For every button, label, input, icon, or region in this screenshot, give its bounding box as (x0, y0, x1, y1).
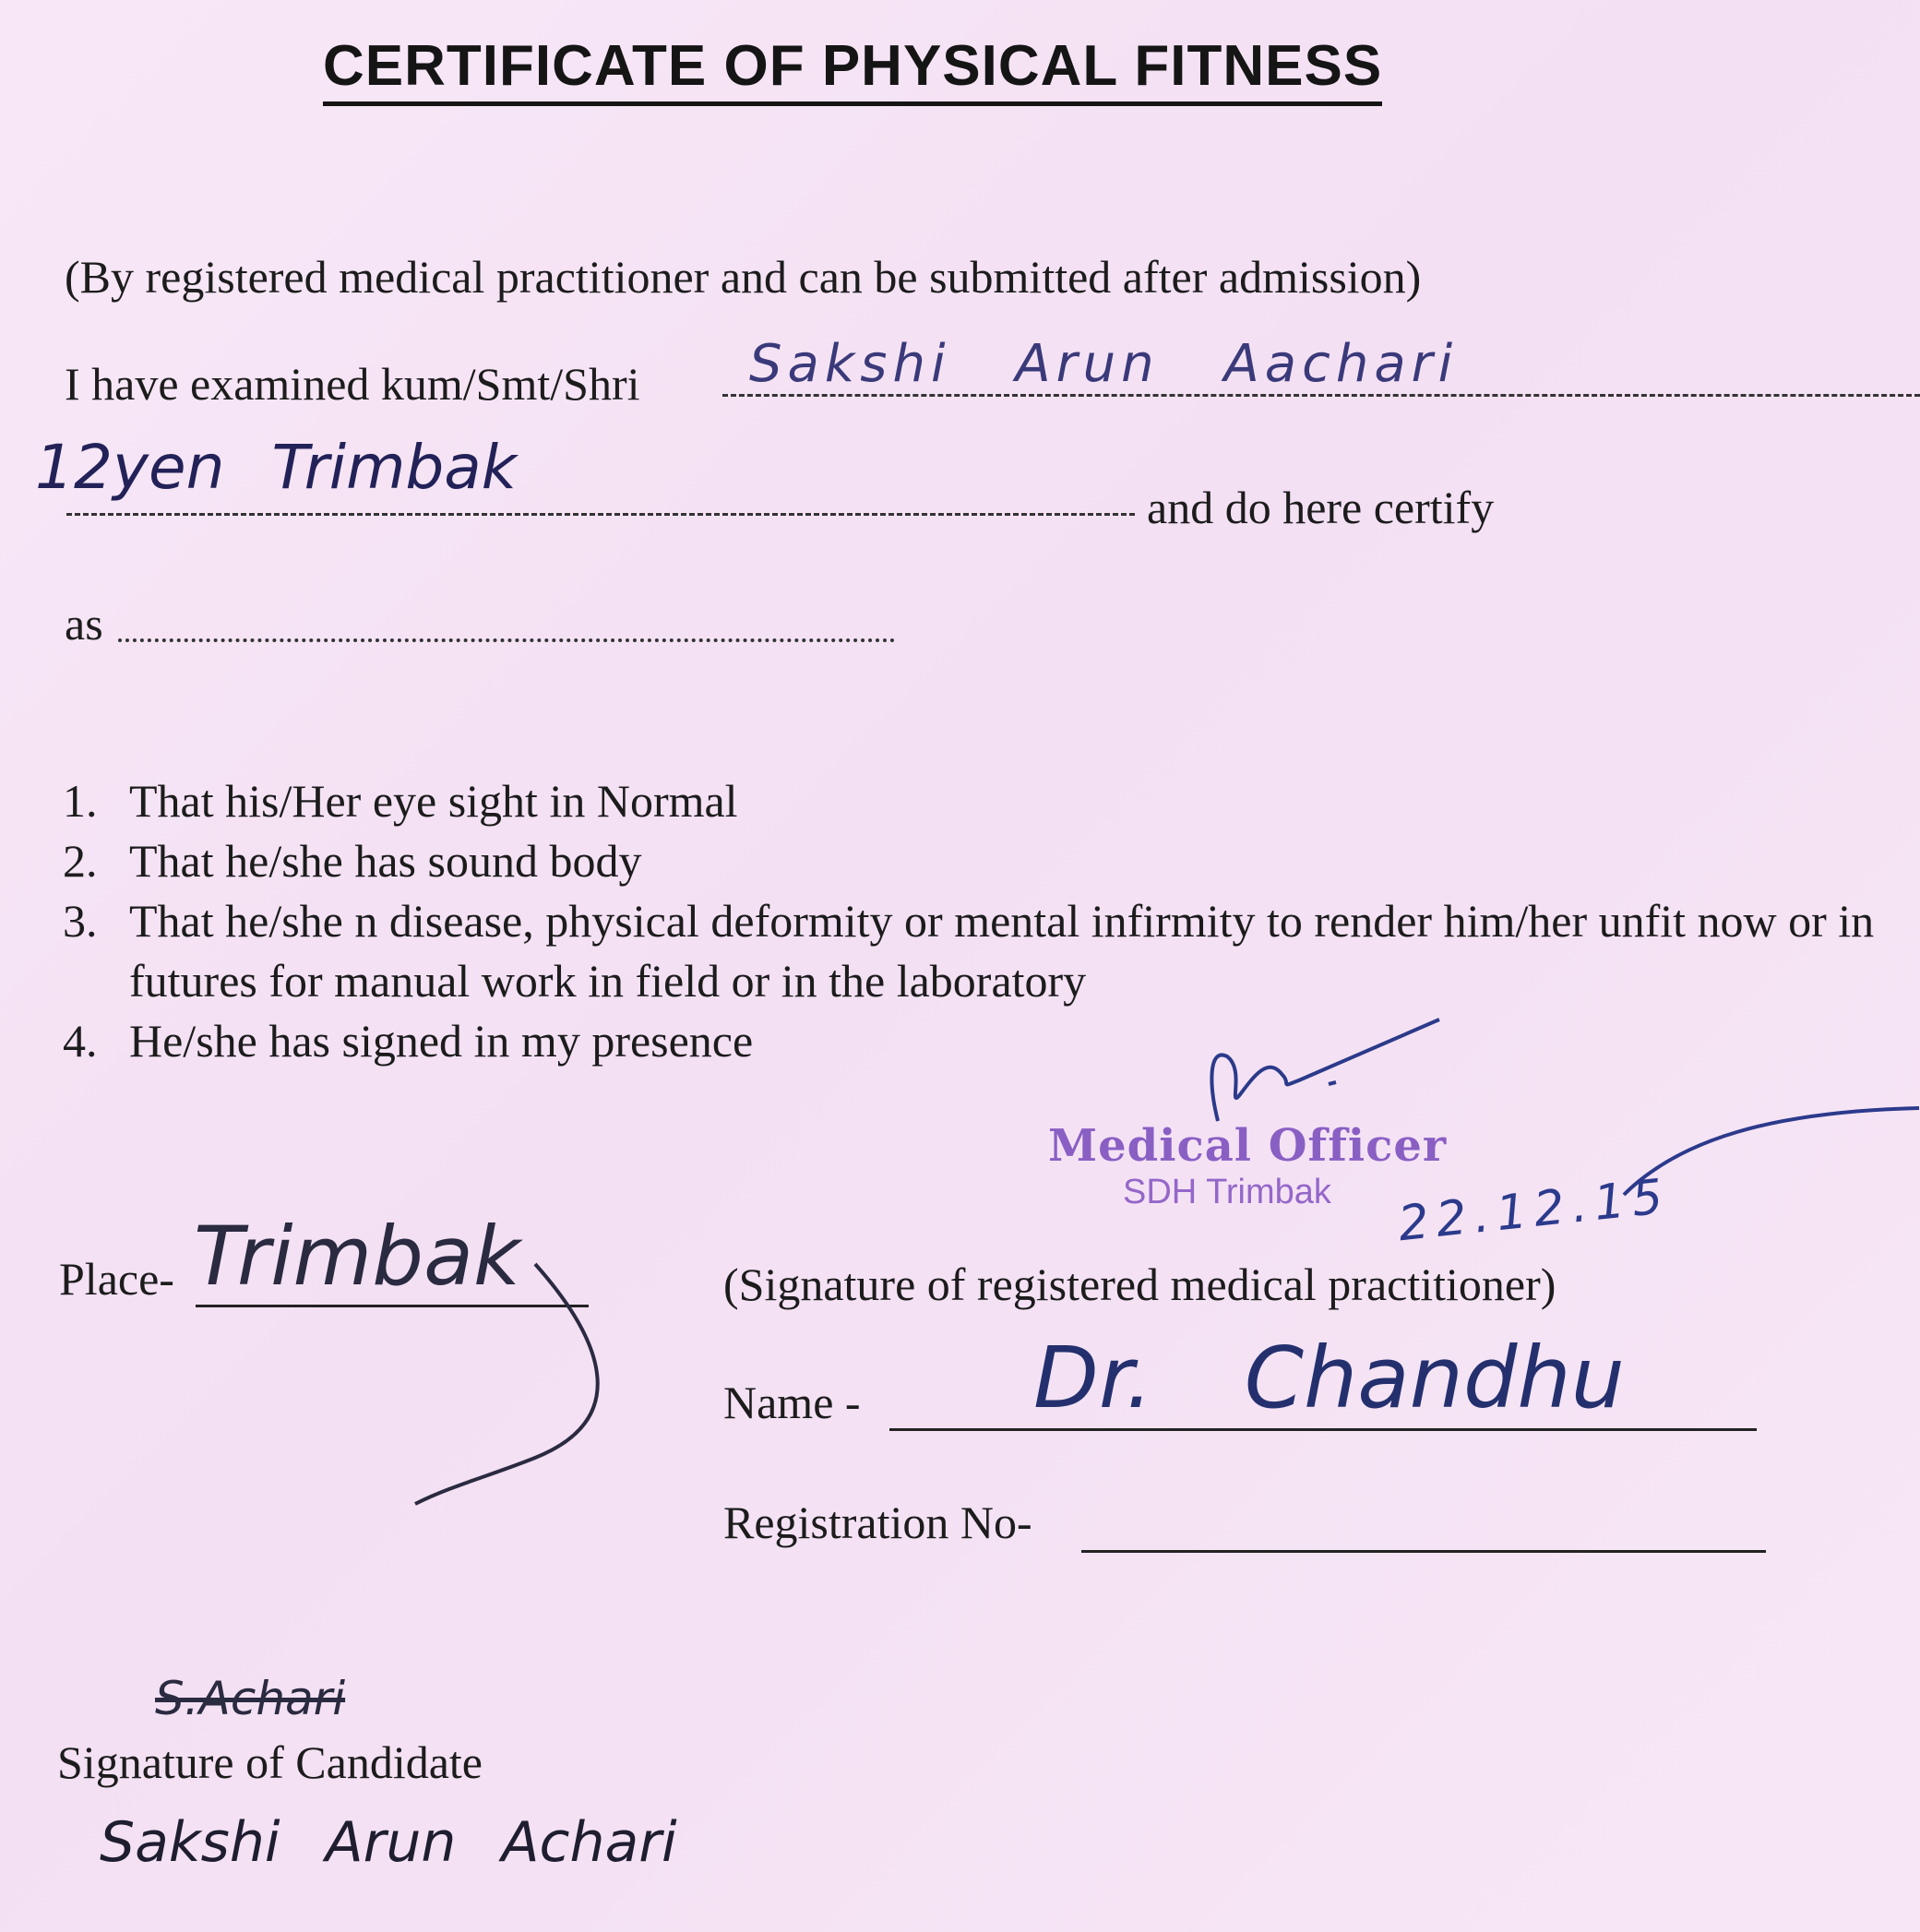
place-flourish (397, 1236, 618, 1513)
list-item-number: 3. (63, 895, 98, 947)
as-dotline (118, 638, 895, 642)
name-label: Name - (723, 1377, 861, 1428)
candidate-signature-label: Signature of Candidate (57, 1736, 483, 1788)
certify-label: and do here certify (1147, 482, 1495, 533)
registration-label: Registration No- (723, 1497, 1032, 1548)
as-label: as (65, 598, 103, 650)
registration-underline (1081, 1550, 1766, 1553)
place-handwritten: Trimbak (194, 1209, 521, 1304)
list-item-text: That he/she n disease, physical deformity or mental infirmity to render him/her unfit now or in futures for manual work in field or in the laboratory (129, 895, 1875, 1007)
page-title: CERTIFICATE OF PHYSICAL FITNESS (323, 33, 1382, 106)
statement-list (63, 771, 1899, 1071)
candidate-signature-handwritten: S.Achari (155, 1672, 346, 1725)
examined-label: I have examined kum/Smt/Shri (65, 358, 640, 410)
list-item-text: That he/she has sound body (129, 835, 642, 887)
name-handwritten: Dr. Chandhu (1033, 1329, 1625, 1427)
second-dashline (66, 513, 1135, 516)
list-item (63, 1011, 1899, 1071)
place-label: Place- (59, 1253, 174, 1305)
practitioner-signature-label: (Signature of registered medical practitioner) (723, 1258, 1556, 1310)
candidate-name-handwritten: Sakshi Arun Achari (100, 1810, 677, 1875)
date-handwritten: 22.12.15 (1395, 1168, 1673, 1253)
officer-initial-signature (1190, 1020, 1449, 1139)
list-item-number: 4. (63, 1015, 98, 1067)
second-line-handwritten: 12yen Trimbak (35, 432, 517, 503)
stamp-subtitle: SDH Trimbak (1123, 1173, 1331, 1211)
list-item-number: 1. (63, 775, 98, 827)
list-item-text: He/she has signed in my presence (129, 1015, 754, 1067)
list-item-text: That his/Her eye sight in Normal (129, 775, 738, 827)
list-item (63, 891, 1899, 1011)
examined-name-handwritten: Sakshi Arun Aachari (749, 334, 1459, 394)
name-underline (889, 1428, 1757, 1431)
date-flourish (1624, 1103, 1919, 1204)
subtitle-note: (By registered medical practitioner and can be submitted after admission) (65, 251, 1422, 303)
stamp-title: Medical Officer (1048, 1120, 1448, 1172)
list-item (63, 831, 1899, 891)
list-item-number: 2. (63, 835, 98, 887)
examined-name-dashline (722, 394, 1920, 397)
list-item (63, 771, 1899, 831)
